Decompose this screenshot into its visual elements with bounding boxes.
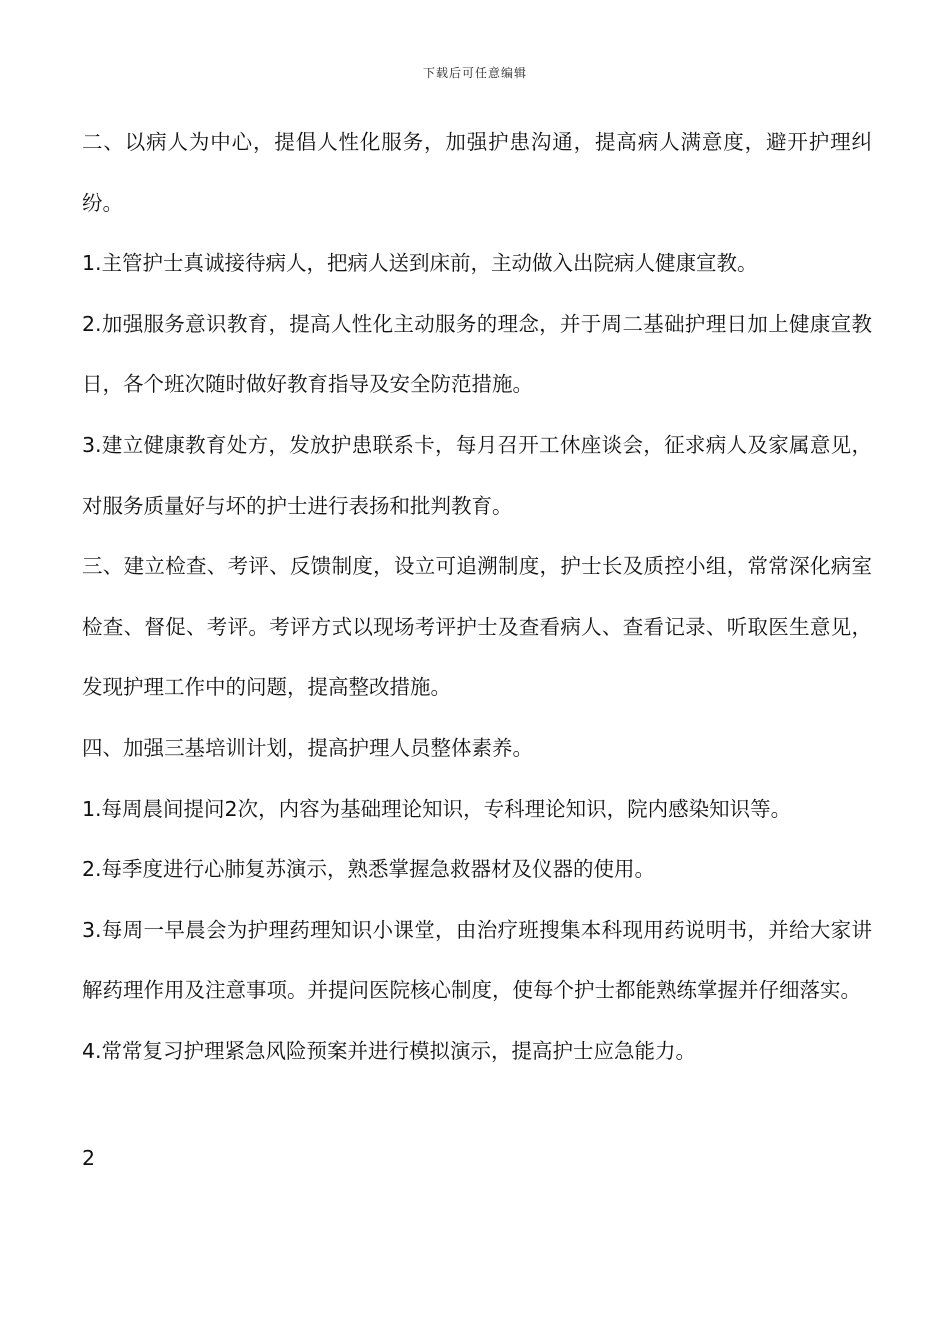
- paragraph-section-4: 四、加强三基培训计划，提高护理人员整体素养。: [82, 735, 533, 760]
- paragraph-section-2: 二、以病人为中心，提倡人性化服务，加强护患沟通，提高病人满意度，避开护理纠纷。: [82, 130, 872, 215]
- page-header-note: 下载后可任意编辑: [422, 66, 527, 80]
- paragraph-item-4-4: 4.常常复习护理紧急风险预案并进行模拟演示，提高护士应急能力。: [82, 1038, 697, 1063]
- paragraph-item-4-2: 2.每季度进行心肺复苏演示，熟悉掌握急救器材及仪器的使用。: [82, 857, 656, 882]
- paragraph-item-2-3: 3.建立健康教育处方，发放护患联系卡，每月召开工休座谈会，征求病人及家属意见，对服务质量好与坏的护士进行表扬和批判教育。: [82, 432, 872, 518]
- paragraph-item-4-3: 3.每周一早晨会为护理药理知识小课堂，由治疗班搜集本科现用药说明书，并给大家讲解药理作用及注意事项。并提问医院核心制度，使每个护士都能熟练掌握并仔细落实。: [82, 917, 872, 1003]
- paragraph-section-3: 三、建立检查、考评、反馈制度，设立可追溯制度，护士长及质控小组，常常深化病室检查、督促、考评。考评方式以现场考评护士及查看病人、查看记录、听取医生意见，发现护理工作中的问题，提高整改措施。: [82, 554, 872, 700]
- page-number: 2: [82, 1146, 96, 1170]
- paragraph-item-2-2: 2.加强服务意识教育，提高人性化主动服务的理念，并于周二基础护理日加上健康宣教日，各个班次随时做好教育指导及安全防范措施。: [82, 311, 872, 397]
- paragraph-item-2-1: 1.主管护士真诚接待病人，把病人送到床前，主动做入出院病人健康宣教。: [82, 251, 758, 276]
- paragraph-item-4-1: 1.每周晨间提问2次，内容为基础理论知识，专科理论知识，院内感染知识等。: [82, 796, 792, 821]
- document-body: [82, 112, 872, 1082]
